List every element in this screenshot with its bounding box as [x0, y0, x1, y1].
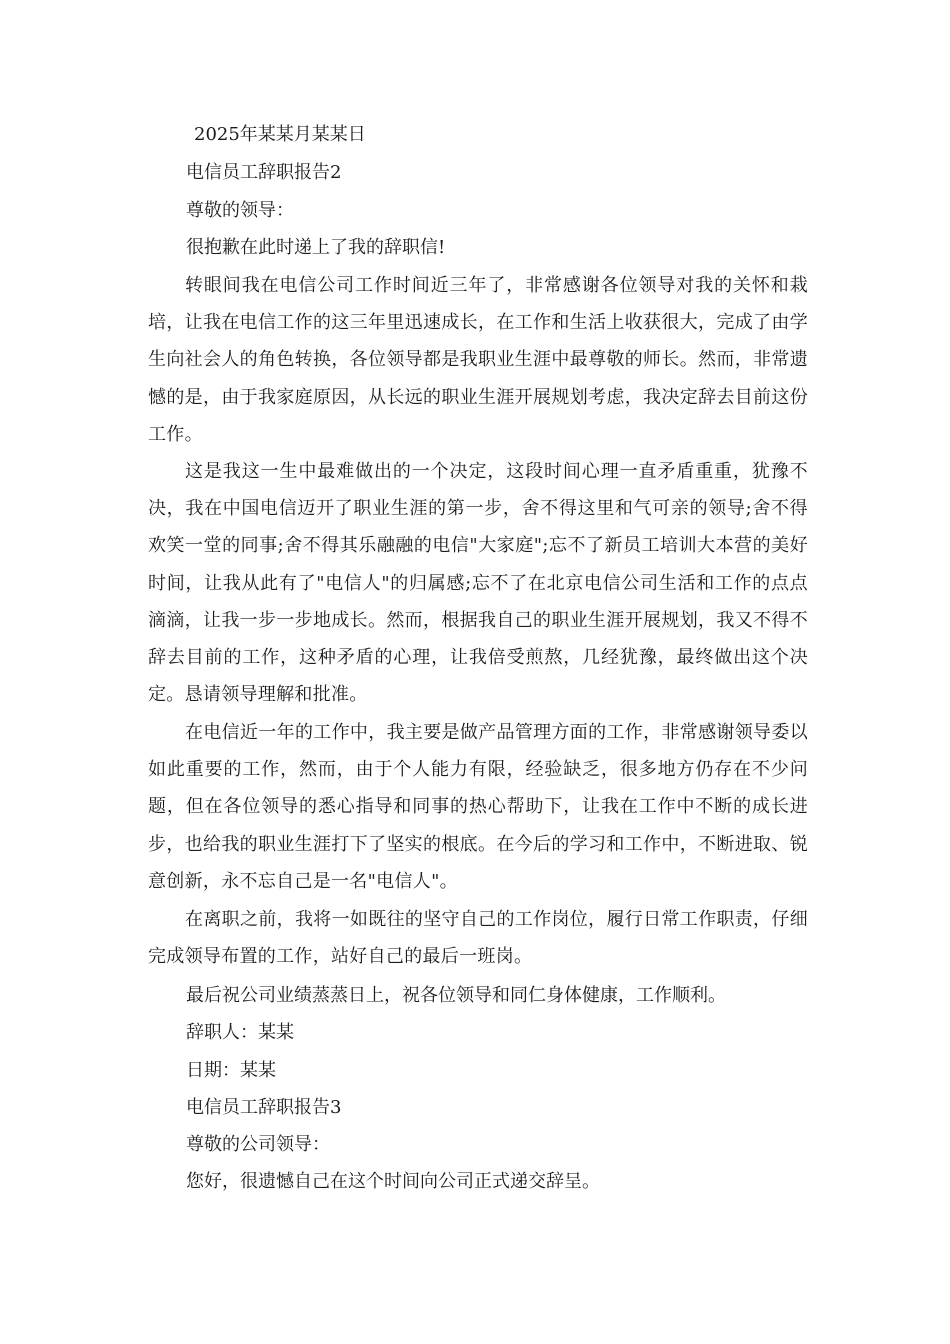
resigner-line: 辞职人：某某: [186, 1022, 294, 1043]
section-2-salutation: 尊敬的领导：: [186, 200, 294, 221]
body-paragraph: 在离职之前，我将一如既往的坚守自己的工作岗位，履行日常工作职责，仔细完成领导布置的工作，站好自己的最后一班岗。: [148, 909, 808, 968]
body-paragraph: 转眼间我在电信公司工作时间近三年了，非常感谢各位领导对我的关怀和栽培，让我在电信工作的这三年里迅速成长，在工作和生活上收获很大，完成了由学生向社会人的角色转换，各位领导都是我职业生涯中最尊敬的师长。然而，非常遗憾的是，由于我家庭原因，从长远的职业生涯开展规划考虑，我决定辞去目前这份工作。: [148, 275, 808, 445]
section-2-title: 电信员工辞职报告2: [186, 162, 342, 183]
date-line: 2025年某某月某某日: [194, 124, 366, 145]
body-paragraph: 这是我这一生中最难做出的一个决定，这段时间心理一直矛盾重重，犹豫不决，我在中国电信迈开了职业生涯的第一步，舍不得这里和气可亲的领导;舍不得欢笑一堂的同事;舍不得其乐融融的电信"大家庭";忘不了新员工培训大本营的美好时间，让我从此有了"电信人"的归属感;忘不了在北京电信公司生活和工作的点点滴滴，让我一步一步地成长。然而，根据我自己的职业生涯开展规划，我又不得不辞去目前的工作，这种矛盾的心理，让我倍受煎熬，几经犹豫，最终做出这个决定。恳请领导理解和批准。: [148, 461, 808, 706]
section-2-opening: 很抱歉在此时递上了我的辞职信!: [186, 237, 446, 258]
section-3-salutation: 尊敬的公司领导：: [186, 1134, 330, 1155]
closing-line: 最后祝公司业绩蒸蒸日上，祝各位领导和同仁身体健康，工作顺利。: [186, 985, 726, 1006]
section-3-opening: 您好，很遗憾自己在这个时间向公司正式递交辞呈。: [186, 1171, 600, 1192]
body-paragraph: 在电信近一年的工作中，我主要是做产品管理方面的工作，非常感谢领导委以如此重要的工作，然而，由于个人能力有限，经验缺乏，很多地方仍存在不少问题，但在各位领导的悉心指导和同事的热心帮助下，让我在工作中不断的成长进步，也给我的职业生涯打下了坚实的根底。在今后的学习和工作中，不断进取、锐意创新，永不忘自己是一名"电信人"。: [148, 722, 808, 892]
date-signature-line: 日期：某某: [186, 1060, 276, 1081]
section-3-title: 电信员工辞职报告3: [186, 1097, 342, 1118]
